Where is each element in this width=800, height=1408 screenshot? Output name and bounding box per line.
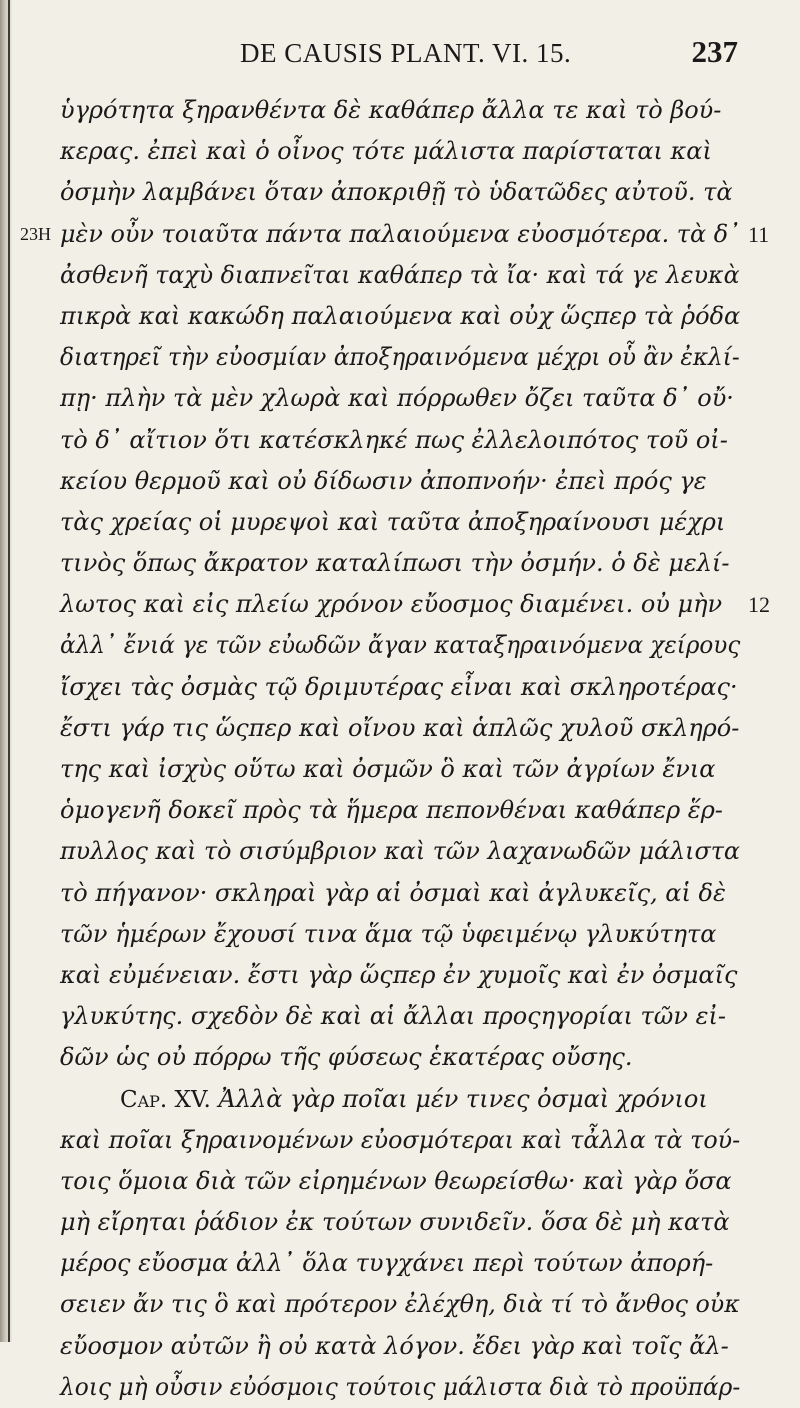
folio-reference: 23H xyxy=(20,223,51,244)
text-line: τὸ πήγανον· σκληραὶ γὰρ αἱ ὀσμαὶ καὶ ἀγλυκεῖς, αἱ δὲ xyxy=(60,878,726,907)
text-line: καὶ εὐμένειαν. ἔστι γὰρ ὥςπερ ἐν χυμοῖς καὶ ἐν ὀσμαῖς xyxy=(60,960,738,989)
text-line: ὁμογενῆ δοκεῖ πρὸς τὰ ἥμερα πεπονθέναι καθάπερ ἕρ- xyxy=(60,796,723,825)
text-line: εὔοσμον αὐτῶν ἢ οὐ κατὰ λόγον. ἔδει γὰρ καὶ τοῖς ἄλ- xyxy=(60,1331,729,1360)
text-line: ὀσμὴν λαμβάνει ὅταν ἀποκριθῇ τὸ ὑδατῶδες αὐτοῦ. τὰ xyxy=(60,178,733,207)
text-line: διατηρεῖ τὴν εὐοσμίαν ἀποξηραινόμενα μέχρι οὗ ἂν ἐκλί- xyxy=(60,343,740,372)
text-line: μέρος εὔοσμα ἀλλ᾽ ὅλα τυγχάνει περὶ τούτων ἀπορή- xyxy=(60,1249,714,1278)
chapter-start-line: Cap. XV. Ἀλλὰ γὰρ ποῖαι μέν τινες ὀσμαὶ χρόνιοι xyxy=(120,1084,708,1113)
text-line: πῃ· πλὴν τὰ μὲν χλωρὰ καὶ πόρρωθεν ὄζει ταῦτα δ᾽ οὔ· xyxy=(60,384,734,413)
text-line: ἴσχει τὰς ὀσμὰς τῷ δριμυτέρας εἶναι καὶ σκληροτέρας· xyxy=(60,672,738,701)
text-line: λοις μὴ οὖσιν εὐόσμοις τούτοις μάλιστα διὰ τὸ προϋπάρ- xyxy=(60,1372,741,1401)
text-line: σειεν ἄν τις ὃ καὶ πρότερον ἐλέχθη, διὰ τί τὸ ἄνθος οὐκ xyxy=(60,1290,740,1319)
text-line: καὶ ποῖαι ξηραινομένων εὐοσμότεραι καὶ τἆλλα τὰ τού- xyxy=(60,1125,741,1154)
text-line: πυλλος καὶ τὸ σισύμβριον καὶ τῶν λαχανωδῶν μάλιστα xyxy=(60,837,740,866)
text-line: τοις ὅμοια διὰ τῶν εἰρημένων θεωρείσθω· καὶ γὰρ ὅσα xyxy=(60,1166,732,1195)
running-title: DE CAUSIS PLANT. VI. 15. xyxy=(240,38,572,68)
text-line: ἀσθενῆ ταχὺ διαπνεῖται καθάπερ τὰ ἴα· καὶ τά γε λευκὰ xyxy=(60,260,740,289)
text-line: μὴ εἴρηται ῥάδιον ἐκ τούτων συνιδεῖν. ὅσα δὲ μὴ κατὰ xyxy=(60,1208,730,1237)
text-line: πικρὰ καὶ κακώδη παλαιούμενα καὶ οὐχ ὥςπερ τὰ ῥόδα xyxy=(60,301,741,330)
text-line: της καὶ ἰσχὺς οὕτω καὶ ὀσμῶν ὃ καὶ τῶν ἀγρίων ἔνια xyxy=(60,755,716,783)
text-line: λωτος καὶ εἰς πλείω χρόνον εὔοσμος διαμένει. οὐ μὴν 12 xyxy=(60,584,740,625)
text-line: τινὸς ὅπως ἄκρατον καταλίπωσι τὴν ὀσμήν. ὁ δὲ μελί- xyxy=(60,549,730,578)
section-number-11: 11 xyxy=(748,221,770,247)
text-line: κερας. ἐπεὶ καὶ ὁ οἶνος τότε μάλιστα παρίσταται καὶ xyxy=(60,137,712,166)
text-line: 23H μὲν οὖν τοιαῦτα πάντα παλαιούμενα εὐοσμότερα. τὰ δ᾽ 11 xyxy=(60,214,740,255)
page-number: 237 xyxy=(691,34,738,69)
text-line: τὰς χρείας οἱ μυρεψοὶ καὶ ταῦτα ἀποξηραίνουσι μέχρι xyxy=(60,507,726,536)
text-line: κείου θερμοῦ καὶ οὐ δίδωσιν ἀποπνοήν· ἐπεὶ πρός γε xyxy=(60,466,707,495)
text-line: τῶν ἡμέρων ἔχουσί τινα ἅμα τῷ ὑφειμένῳ γλυκύτητα xyxy=(60,919,717,948)
text-line: τὸ δ᾽ αἴτιον ὅτι κατέσκληκέ πως ἐλλελοιπότος τοῦ οἰ- xyxy=(60,425,728,454)
text-line: ἀλλ᾽ ἔνιά γε τῶν εὐωδῶν ἄγαν καταξηραινόμενα χείρους xyxy=(60,631,741,660)
text-line: ἔστι γάρ τις ὥςπερ καὶ οἴνου καὶ ἁπλῶς χυλοῦ σκληρό- xyxy=(60,713,740,742)
text-line: δῶν ὡς οὐ πόρρω τῆς φύσεως ἑκατέρας οὔσης. xyxy=(60,1043,633,1072)
text-line: γλυκύτης. σχεδὸν δὲ καὶ αἱ ἄλλαι προςηγορίαι τῶν εἰ- xyxy=(60,1002,726,1031)
chapter-heading: Cap. XV. xyxy=(120,1086,211,1113)
page-header xyxy=(0,32,800,82)
main-text xyxy=(20,90,770,1408)
text-line: ὑγρότητα ξηρανθέντα δὲ καθάπερ ἄλλα τε καὶ τὸ βού- xyxy=(60,96,722,124)
section-number-12: 12 xyxy=(748,592,770,618)
